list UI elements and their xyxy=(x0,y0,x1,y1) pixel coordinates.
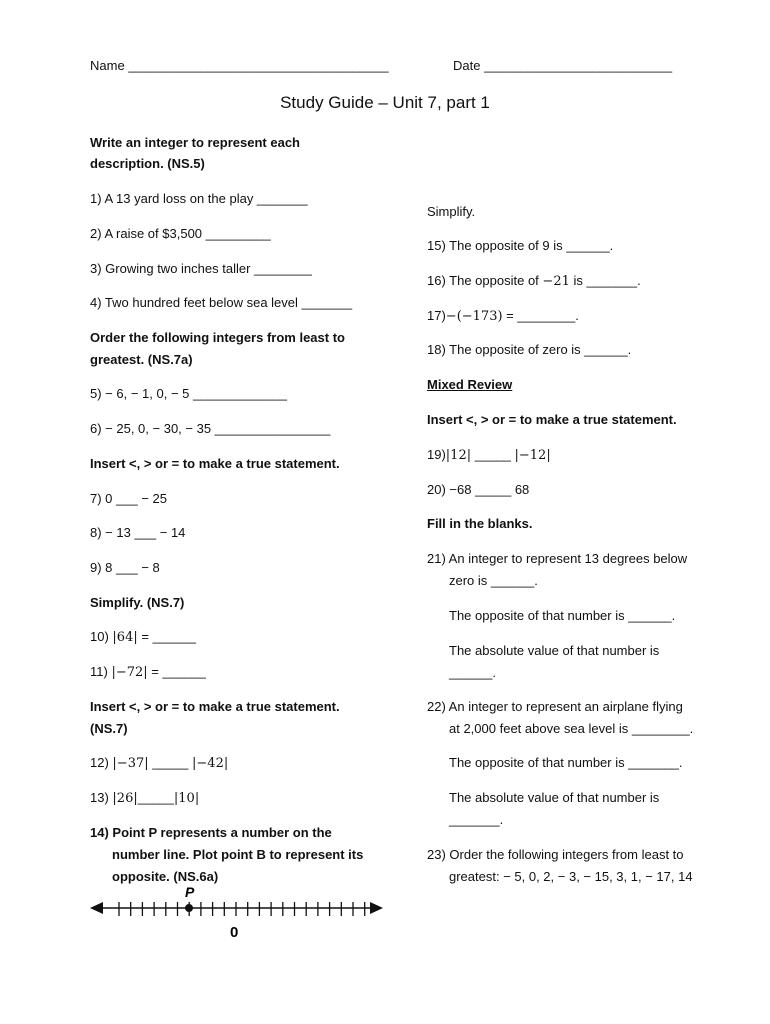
question-16-prefix: 16) The opposite of xyxy=(427,273,539,288)
question-11-number: 11) xyxy=(90,664,108,679)
question-13-number: 13) xyxy=(90,790,109,805)
question-14-line3: opposite. (NS.6a) xyxy=(112,869,219,884)
question-19-right-expression: |−12| xyxy=(514,448,551,463)
question-13-left-expression: |26| xyxy=(112,791,138,806)
section-heading-simplify-ns7: Simplify. (NS.7) xyxy=(90,595,185,610)
question-21-line1: 21) An integer to represent 13 degrees below xyxy=(427,551,688,566)
question-11 xyxy=(90,664,206,680)
question-19-number: 19) xyxy=(427,447,446,462)
question-15: 15) The opposite of 9 is ______. xyxy=(427,238,614,253)
question-14-line2: number line. Plot point B to represent its xyxy=(112,847,364,862)
name-blank: ____________________________________ xyxy=(128,58,389,73)
question-16 xyxy=(427,273,641,289)
question-22-line1: 22) An integer to represent an airplane flying xyxy=(427,699,683,714)
point-p-label: P xyxy=(185,884,195,900)
question-21-opposite: The opposite of that number is ______. xyxy=(449,608,676,623)
zero-label: 0 xyxy=(230,924,239,941)
question-17-suffix: = ________. xyxy=(506,308,579,323)
question-17-number: 17) xyxy=(427,308,446,323)
question-13 xyxy=(90,790,199,806)
question-12-number: 12) xyxy=(90,755,109,770)
date-blank: __________________________ xyxy=(484,58,673,73)
question-6: 6) − 25, 0, − 30, − 35 ________________ xyxy=(90,421,331,436)
simplify-heading: Simplify. xyxy=(427,204,476,219)
point-p-dot xyxy=(185,904,193,912)
question-12-right-expression: |−42| xyxy=(192,756,229,771)
date-label: Date xyxy=(453,58,481,73)
question-18: 18) The opposite of zero is ______. xyxy=(427,342,632,357)
right-arrow-icon xyxy=(370,902,383,914)
section-heading-compare-ns7-cont: (NS.7) xyxy=(90,721,128,736)
question-1: 1) A 13 yard loss on the play _______ xyxy=(90,191,308,206)
question-8: 8) − 13 ___ − 14 xyxy=(90,525,186,540)
question-21-absolute: The absolute value of that number is xyxy=(449,643,660,658)
question-16-expression: −21 xyxy=(542,274,570,289)
number-line-ticks xyxy=(119,902,365,916)
question-19 xyxy=(427,447,551,463)
question-7: 7) 0 ___ − 25 xyxy=(90,491,167,506)
question-10-expression: |64| xyxy=(112,630,138,645)
question-5: 5) − 6, − 1, 0, − 5 _____________ xyxy=(90,386,287,401)
question-4: 4) Two hundred feet below sea level _______ xyxy=(90,295,353,310)
name-label: Name xyxy=(90,58,125,73)
left-arrow-icon xyxy=(90,902,103,914)
question-13-blank: _____ xyxy=(137,790,174,805)
question-9: 9) 8 ___ − 8 xyxy=(90,560,160,575)
question-10-answer: = ______ xyxy=(141,629,196,644)
section-heading-compare: Insert <, > or = to make a true statement. xyxy=(90,456,340,471)
question-23-line1: 23) Order the following integers from least to xyxy=(427,847,684,862)
question-12-blank: _____ xyxy=(152,755,189,770)
question-13-right-expression: |10| xyxy=(173,791,200,806)
question-22-line2: at 2,000 feet above sea level is ________. xyxy=(449,721,694,736)
question-17 xyxy=(427,308,579,324)
question-22-absolute-blank: _______. xyxy=(449,812,504,827)
question-17-expression: −(−173) xyxy=(445,309,503,324)
date-field-row xyxy=(453,58,672,73)
question-22-absolute: The absolute value of that number is xyxy=(449,790,660,805)
question-10 xyxy=(90,629,196,645)
question-23-line2: greatest: − 5, 0, 2, − 3, − 15, 3, 1, − 17, 14 xyxy=(449,869,693,884)
name-field-row xyxy=(90,58,389,73)
question-12 xyxy=(90,755,228,771)
question-12-left-expression: |−37| xyxy=(112,756,149,771)
section-heading-integers: Write an integer to represent each xyxy=(90,135,300,150)
question-11-expression: |−72| xyxy=(111,665,148,680)
question-11-answer: = ______ xyxy=(151,664,206,679)
section-heading-compare-ns7: Insert <, > or = to make a true statement. xyxy=(90,699,340,714)
number-line xyxy=(85,880,390,950)
question-10-number: 10) xyxy=(90,629,109,644)
question-22-opposite: The opposite of that number is _______. xyxy=(449,755,683,770)
mixed-review-heading: Mixed Review xyxy=(427,377,513,392)
question-21-absolute-blank: ______. xyxy=(449,665,496,680)
question-19-blank: _____ xyxy=(474,447,511,462)
question-16-suffix: is _______. xyxy=(573,273,641,288)
question-20: 20) −68 _____ 68 xyxy=(427,482,530,497)
page-title: Study Guide – Unit 7, part 1 xyxy=(280,93,490,112)
section-heading-order-cont: greatest. (NS.7a) xyxy=(90,352,193,367)
section-heading-integers-cont: description. (NS.5) xyxy=(90,156,205,171)
fill-blanks-heading: Fill in the blanks. xyxy=(427,516,533,531)
question-14-line1: 14) Point P represents a number on the xyxy=(90,825,332,840)
question-2: 2) A raise of $3,500 _________ xyxy=(90,226,271,241)
question-21-line2: zero is ______. xyxy=(449,573,538,588)
question-19-left-expression: |12| xyxy=(445,448,472,463)
question-3: 3) Growing two inches taller ________ xyxy=(90,261,312,276)
section-heading-order: Order the following integers from least to xyxy=(90,330,345,345)
insert-heading: Insert <, > or = to make a true statement. xyxy=(427,412,677,427)
